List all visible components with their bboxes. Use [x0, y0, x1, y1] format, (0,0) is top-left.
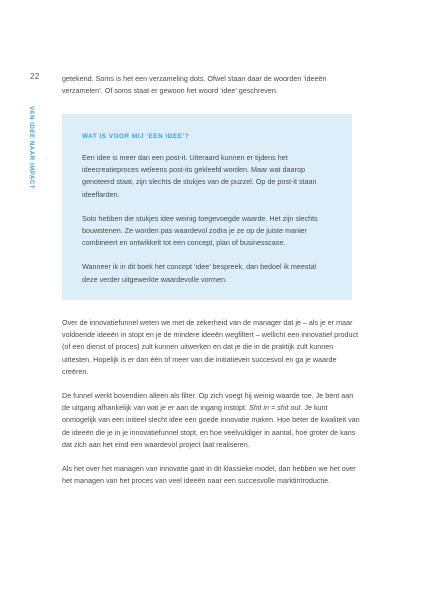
running-head: VAN IDEE NAAR IMPACT: [28, 106, 34, 190]
body-paragraph-2-start: De funnel werkt bovendien alleen als filter. Op zich voegt hij weinig waarde toe. Je bent aan de uitgang afhankelijk van wat je er aan de ingang instopt.: [62, 391, 354, 413]
callout-paragraph-3: Wanneer ik in dit boek het concept ‘idee’ bespreek, dan bedoel ik meestal deze verder uitgewerkte waardevolle vormen.: [82, 262, 316, 284]
body-paragraph-2: [62, 390, 362, 451]
callout-box: [62, 114, 352, 300]
body-paragraph-3: Als het over het managen van innovatie gaat in dit klassieke model, dan hebben we het over het managen van het proces van veel ideeën naar een succesvolle marktintroductie.: [62, 464, 356, 486]
callout-paragraph-1: Een idee is meer dan een post-it. Uiteraard kunnen er tijdens het ideecreatieproces weleens post-its gekleefd worden. Maar wat daarop genoteerd staat, zijn slechts de stukjes van de puzzel. Op de post-it staan ideeflarden.: [82, 153, 317, 199]
callout-paragraph-2: Solo hebben die stukjes idee weinig toegevoegde waarde. Het zijn slechts bouwstenen. Ze worden pas waardevol zodra je ze op de juiste manier combineert en ontwikkelt tot een concept, plan of businesscase.: [82, 213, 318, 248]
intro-paragraph: getekend. Soms is het een verzameling dots. Ofwel staan daar de woorden ‘ideeën verzamelen’. Of soms staat er gewoon het woord ‘idee’ geschreven.: [62, 74, 327, 96]
body-paragraph-1: Over de innovatiefunnel weten we met de zekerheid van de manager dat je – als je er maar voldoende ideeën in stopt en je de mindere ideeën wegfiltert – wellicht een innovatief product (of een dienst of proces) zult kunnen uitwerken en dat je die in de praktijk zult kunnen uittesten. Hopelijk is er dan één of meer van die initiatieven succesvol en ga je waarde creëren.: [62, 318, 359, 376]
body-paragraph-2-emphasis: Shit in = shit out: [249, 403, 301, 413]
body-paragraph-2-end: . Je kunt onmogelijk van een initieel slecht idee een goede innovatie maken. Hoe beter de kwaliteit van de ideeën die je in je innovatiefunnel stopt, en hoe veelvuldiger in aantal, hoe groter de kans dat zich aan het eind een waardevol project laat realiseren.: [62, 403, 360, 449]
callout-heading: WAT IS VOOR MIJ ‘EEN IDEE’?: [82, 133, 190, 140]
page-number: 22: [30, 72, 40, 81]
body-text: [62, 317, 362, 499]
intro-text: [62, 73, 362, 97]
